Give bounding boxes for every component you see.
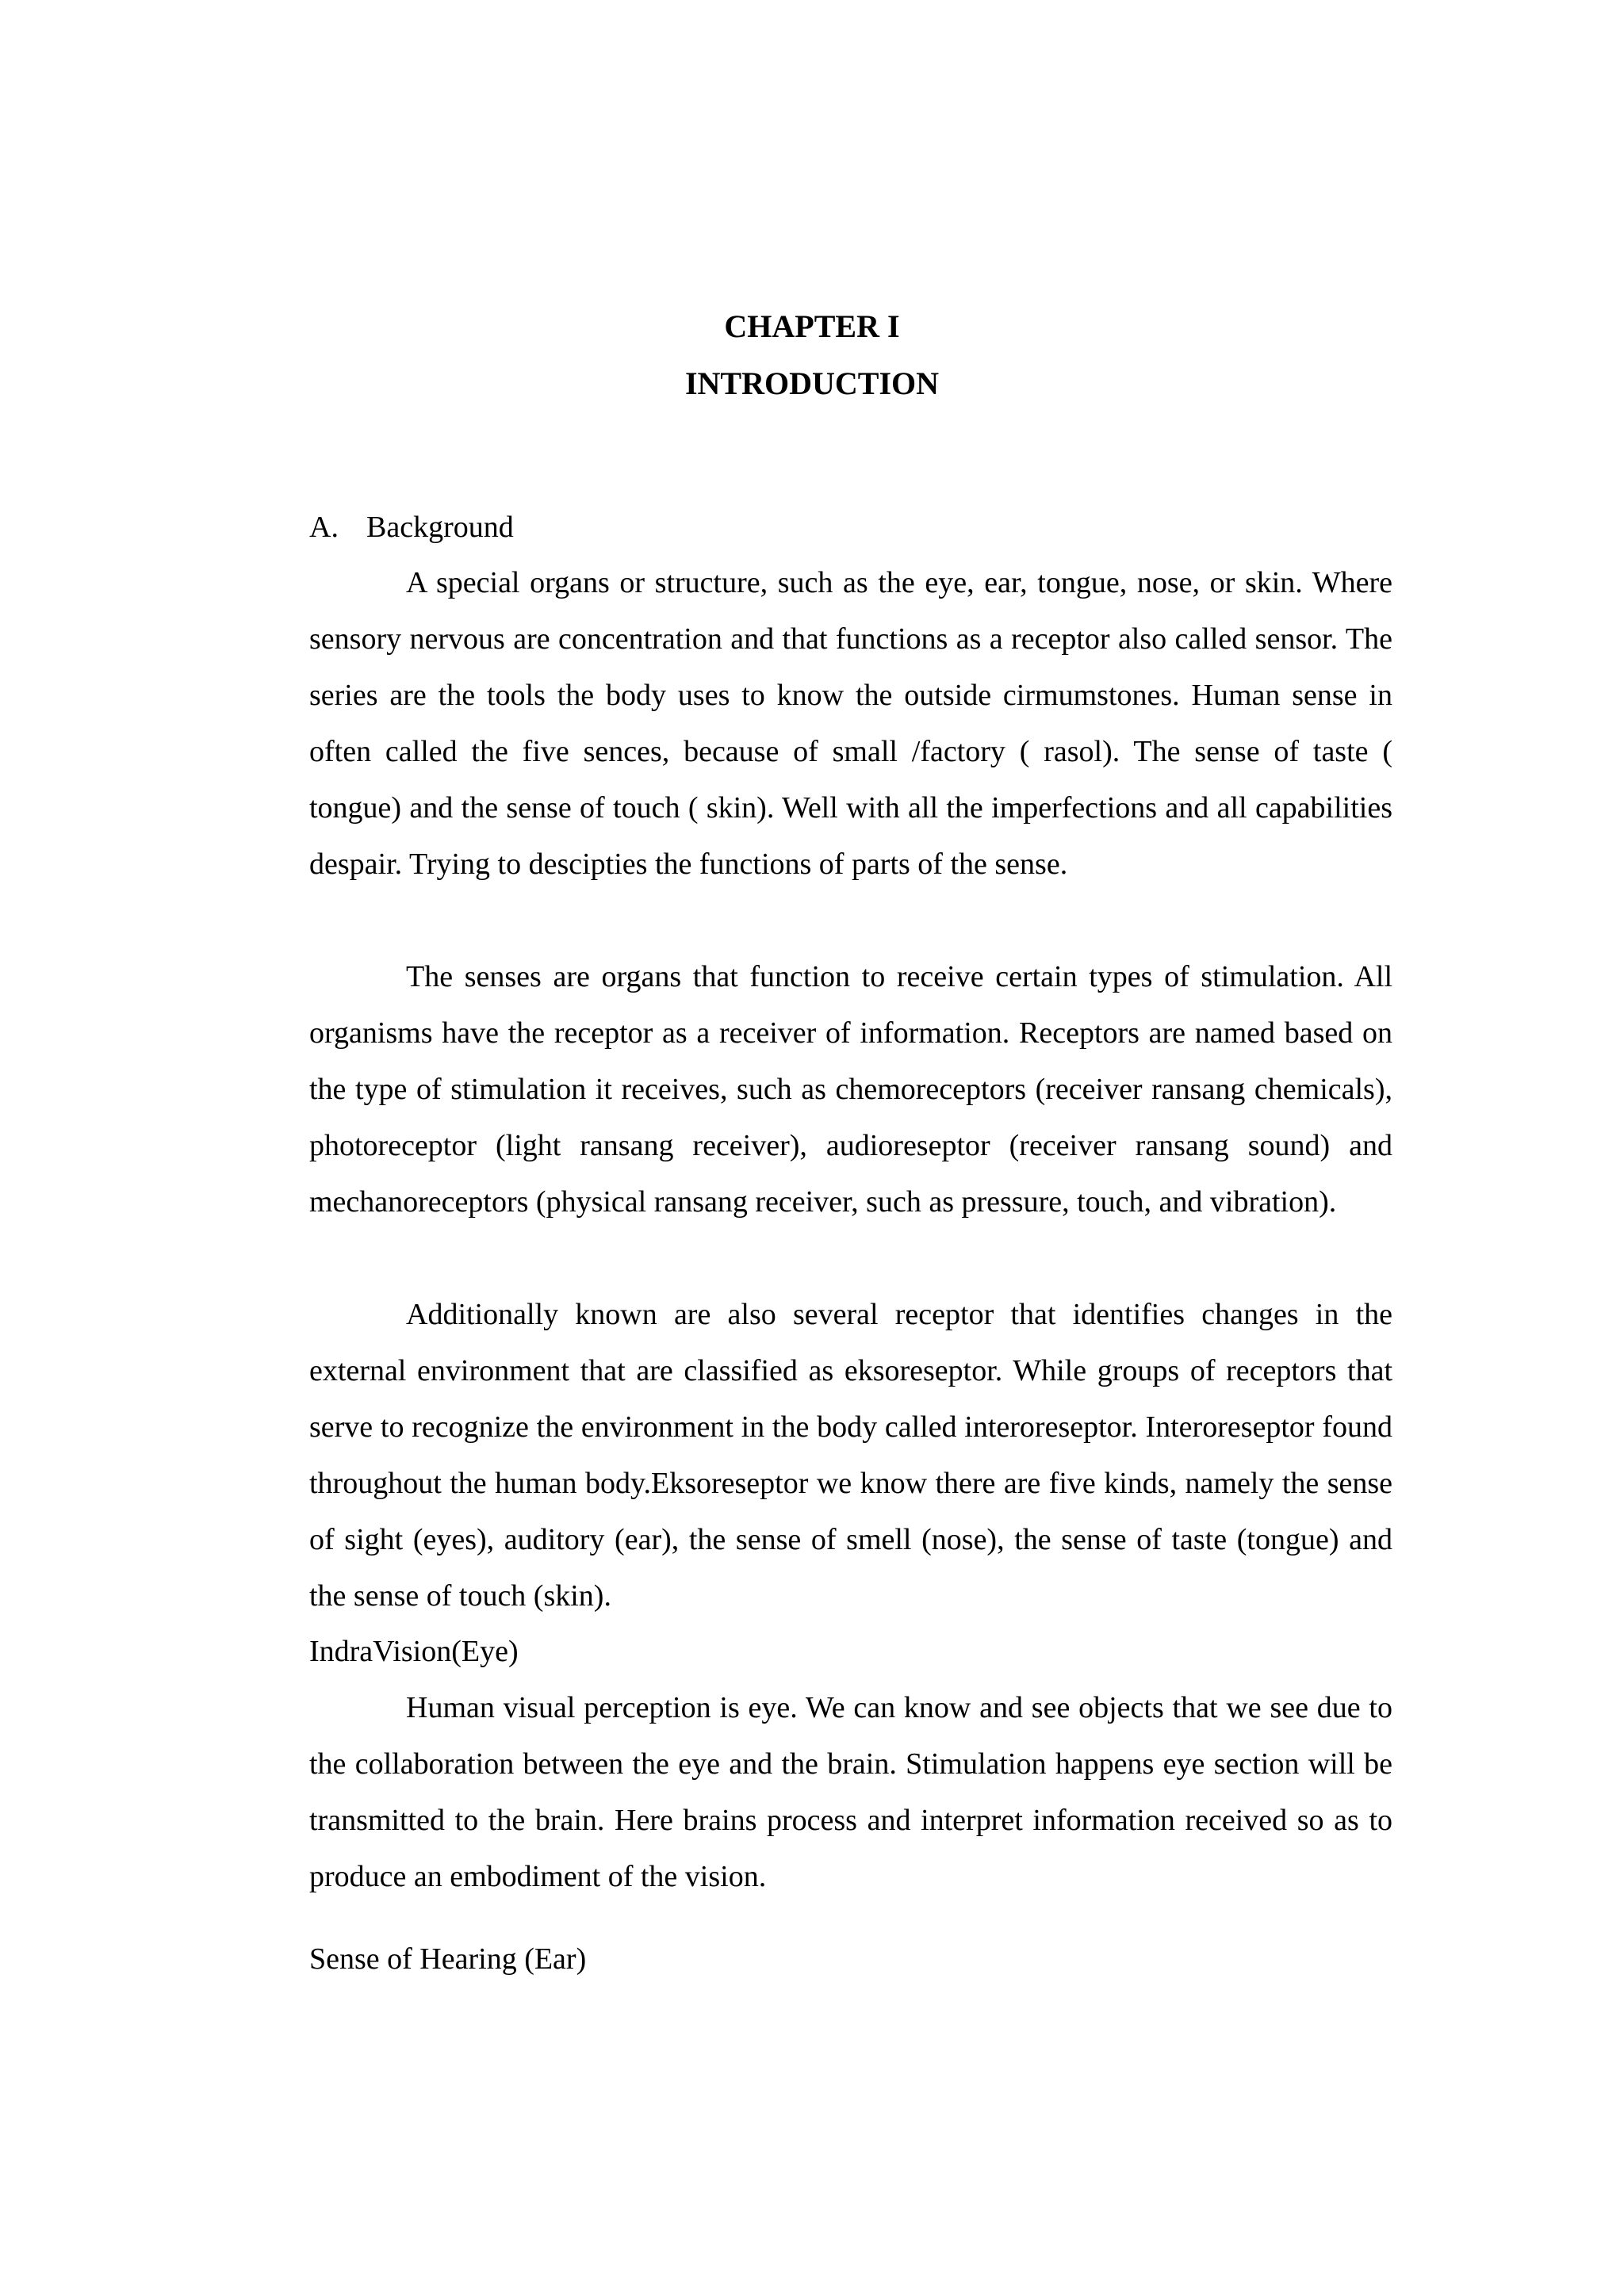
section-heading <box>309 499 1392 556</box>
paragraph-eksoreseptor: Additionally known are also several receptor that identifies changes in the external environment that are classified as eksoreseptor. While groups of receptors that serve to recognize the environment in the body called interoreseptor. Interoreseptor found throughout the human body.Eksoreseptor we know there are five kinds, namely the sense of sight (eyes), auditory (ear), the sense of smell (nose), the sense of taste (tongue) and the sense of touch (skin). <box>309 1298 1392 1613</box>
subheading-vision: IndraVision(Eye) <box>309 1635 519 1668</box>
chapter-title: INTRODUCTION <box>684 365 940 401</box>
paragraph-visual-perception: Human visual perception is eye. We can know and see objects that we see due to the collaboration between the eye and the brain. Stimulation happens eye section will be transmitted to the brain. Here brains process and interpret information received so as to produce an embodiment of the vision. <box>309 1691 1392 1893</box>
subheading-hearing: Sense of Hearing (Ear) <box>309 1942 587 1976</box>
section-letter: A. <box>309 511 339 544</box>
paragraph-sensory-organs: A special organs or structure, such as the eye, ear, tongue, nose, or skin. Where sensory nervous are concentration and that functions as a receptor also called sensor. The series are the tools the body uses to know the outside cirmumstones. Human sense in often called the five sences, because of small /factory ( rasol). The sense of taste ( tongue) and the sense of touch ( skin). Well with all the imperfections and all capabilities despair. Trying to descipties the functions of parts of the sense. <box>309 566 1392 881</box>
chapter-heading: CHAPTER I <box>724 308 900 344</box>
section-label: Background <box>366 511 514 544</box>
paragraph-senses-receptors: The senses are organs that function to receive certain types of stimulation. All organisms have the receptor as a receiver of information. Receptors are named based on the type of stimulation it receives, such as chemoreceptors (receiver ransang chemicals), photoreceptor (light ransang receiver), audioreseptor (receiver ransang sound) and mechanoreceptors (physical ransang receiver, such as pressure, touch, and vibration). <box>309 960 1392 1219</box>
